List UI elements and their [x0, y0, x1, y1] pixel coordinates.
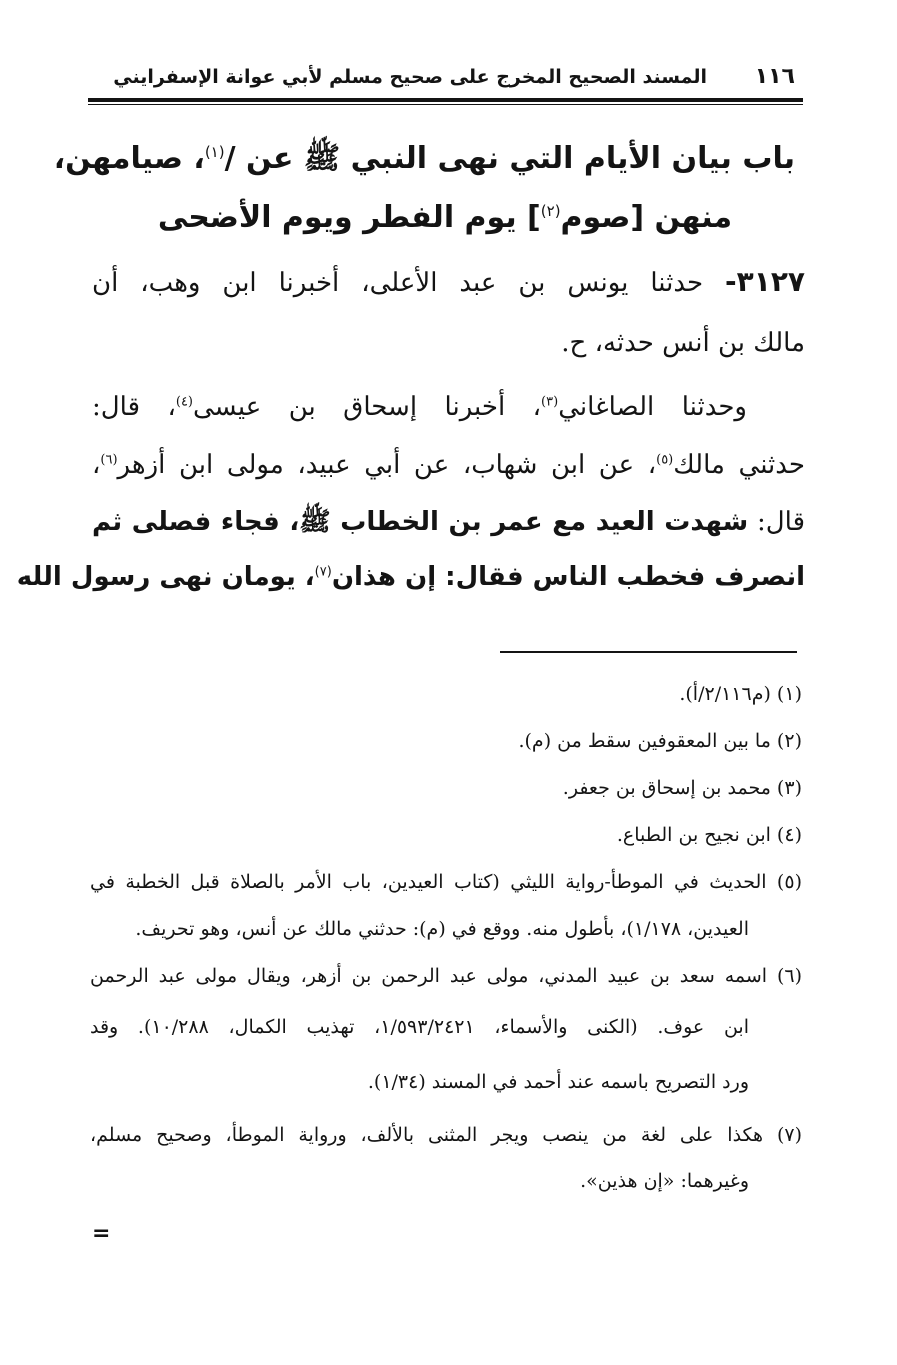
hadith-number: ٣١٢٧-	[725, 265, 805, 298]
chapter-title-line-2: منهن [صوم$^{(٢)}$] يوم الفطر ويوم الأضحى	[157, 200, 733, 235]
hadith-quote: شهدت العيد مع عمر بن الخطاب ﷺ، فجاء فصلى ثم	[92, 507, 749, 537]
body-line-4: حدثني مالك$^{(٥)}$، عن ابن شهاب، عن أبي عبيد، مولى ابن أزهر$^{(٦)}$،	[92, 450, 805, 480]
footnote-ref[interactable]: (١)	[204, 143, 225, 161]
footnote-6-line-1: (٦) اسمه سعد بن عبيد المدني، مولى عبد الرحمن بن أزهر، ويقال مولى عبد الرحمن	[90, 965, 802, 987]
header-rule	[88, 98, 803, 102]
footnote-ref[interactable]: (٣)	[541, 394, 559, 410]
footnote-ref[interactable]: (٤)	[175, 394, 193, 410]
running-title: المسند الصحيح المخرج على صحيح مسلم لأبي عوانة الإسفرايني	[113, 66, 707, 88]
chapter-title-line-1: باب بيان الأيام التي نهى النبي ﷺ عن /$^{(١)}$، صيامهن،	[53, 141, 795, 176]
footnote-ref[interactable]: (٦)	[100, 452, 118, 468]
page-number: ١١٦	[754, 64, 795, 89]
footnote-ref[interactable]: (٧)	[314, 564, 332, 580]
footnote-4: (٤) ابن نجيح بن الطباع.	[616, 824, 802, 846]
footnote-2: (٢) ما بين المعقوفين سقط من (م).	[518, 730, 802, 752]
body-line-3: وحدثنا الصاغاني$^{(٣)}$، أخبرنا إسحاق بن عيسى$^{(٤)}$، قال:	[92, 392, 747, 422]
footnote-7-line-1: (٧) هكذا على لغة من ينصب ويجر المثنى بالألف، ورواية الموطأ، وصحيح مسلم،	[90, 1124, 802, 1146]
footnote-7-line-2: وغيرهما: «إن هذين».	[580, 1170, 749, 1192]
footnote-5-line-2: العيدين، ١/١٧٨)، بأطول منه. ووقع في (م): حدثني مالك عن أنس، وهو تحريف.	[135, 918, 749, 940]
footnote-5-line-1: (٥) الحديث في الموطأ-رواية الليثي (كتاب العيدين، باب الأمر بالصلاة قبل الخطبة في	[90, 871, 802, 893]
body-line-2: مالك بن أنس حدثه، ح.	[561, 328, 805, 358]
footnote-ref[interactable]: (٢)	[540, 202, 561, 220]
footnote-3: (٣) محمد بن إسحاق بن جعفر.	[562, 777, 802, 799]
body-line-6: انصرف فخطب الناس فقال: إن هذان$^{(٧)}$، يومان نهى رسول الله	[16, 562, 805, 592]
footnote-1: (١) (م٢/١١٦/أ).	[679, 683, 802, 705]
body-line-5: قال: شهدت العيد مع عمر بن الخطاب ﷺ، فجاء فصلى ثم	[92, 507, 806, 537]
page-end-mark: =	[92, 1221, 111, 1246]
footnote-ref[interactable]: (٥)	[656, 452, 674, 468]
body-line-1: ٣١٢٧- حدثنا يونس بن عبد الأعلى، أخبرنا ابن وهب، أن	[92, 265, 805, 298]
footnote-6-line-3: ورد التصريح باسمه عند أحمد في المسند (١/٣٤).	[367, 1071, 749, 1093]
footnote-6-line-2: ابن عوف. (الكنى والأسماء، ١/٥٩٣/٢٤٢١، تهذيب الكمال، ١٠/٢٨٨). وقد	[90, 1016, 749, 1038]
footnote-separator	[500, 651, 797, 653]
header-rule-thin	[88, 104, 803, 105]
running-header	[88, 62, 803, 96]
